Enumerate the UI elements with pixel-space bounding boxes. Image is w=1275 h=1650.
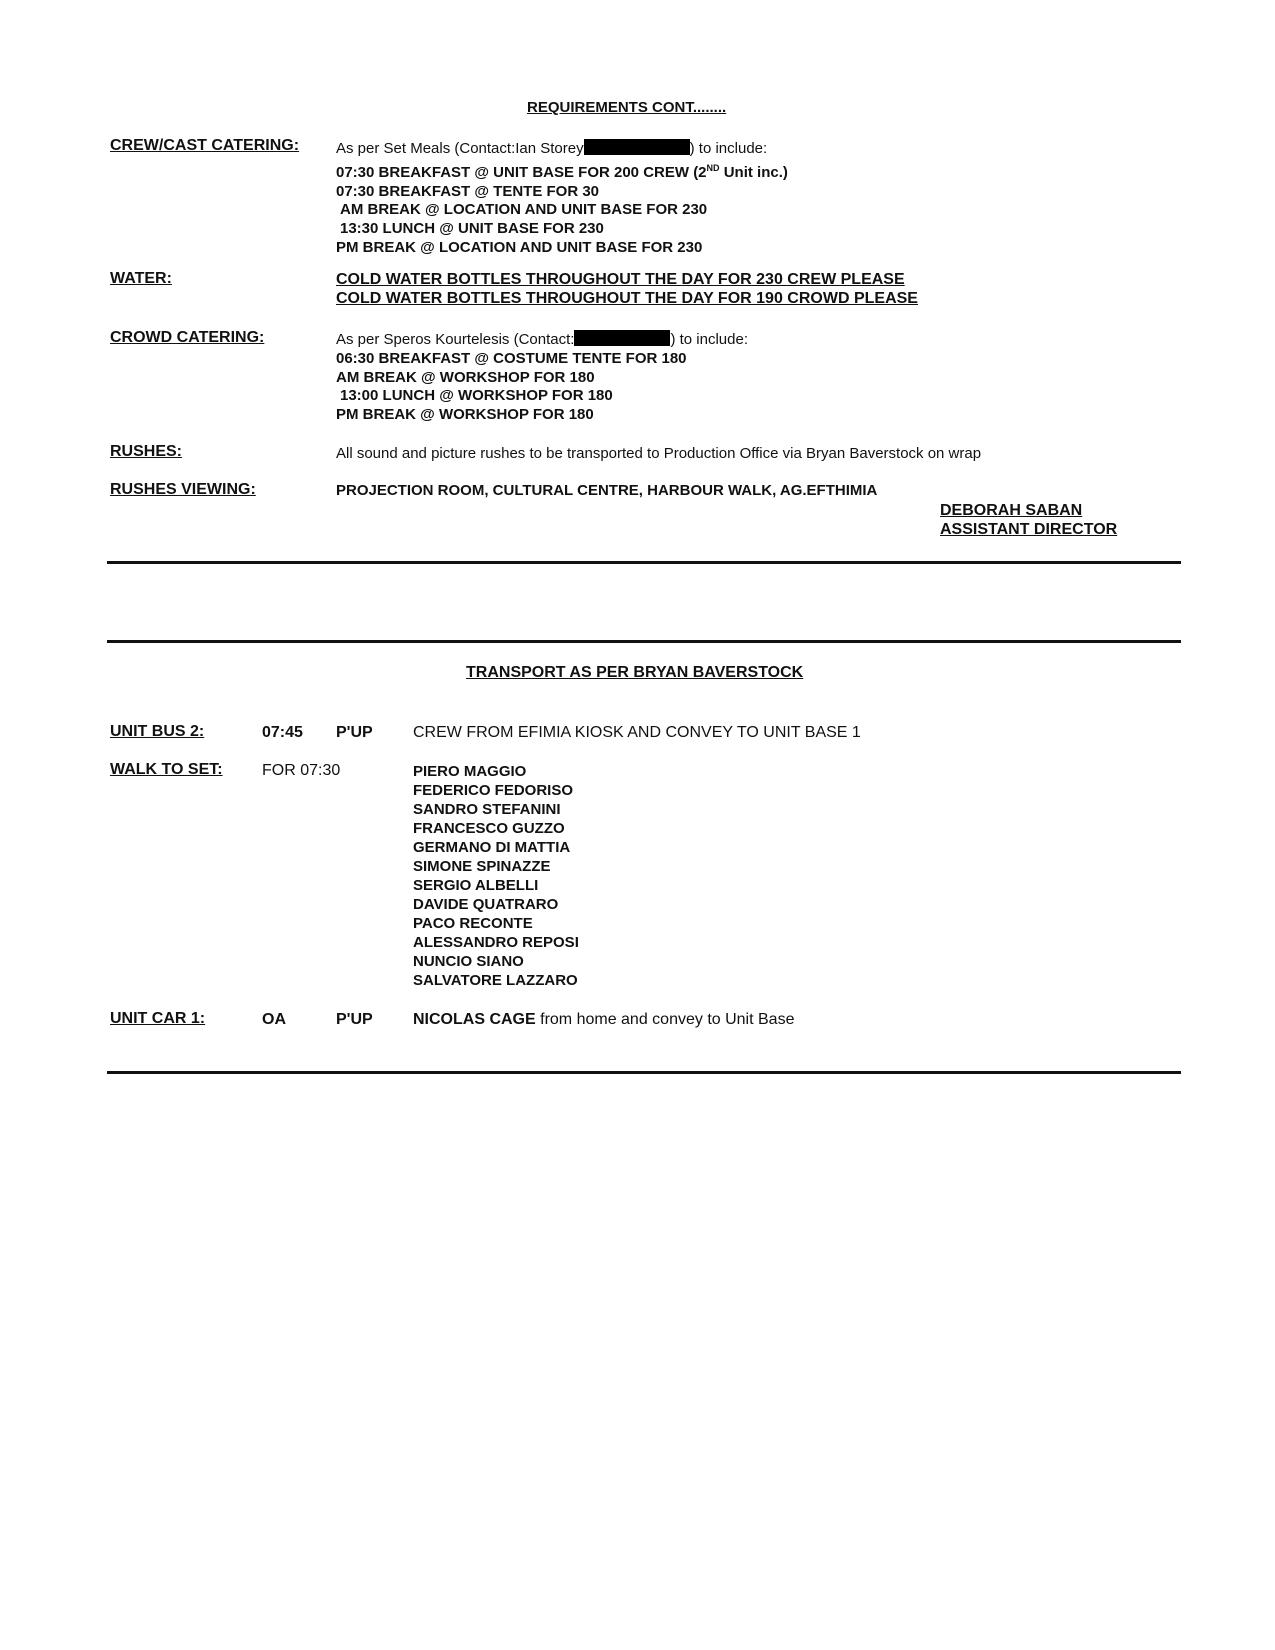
list-item: PIERO MAGGIO (413, 763, 527, 780)
crowd-catering-block (336, 330, 876, 425)
crowd-catering-label: CROWD CATERING: (110, 329, 265, 346)
catering-line: AM BREAK @ LOCATION AND UNIT BASE FOR 230 (340, 201, 708, 219)
list-item: FEDERICO FEDORISO (413, 782, 574, 799)
catering-line: 13:30 LUNCH @ UNIT BASE FOR 230 (340, 220, 604, 238)
list-item: SERGIO ALBELLI (413, 877, 539, 894)
list-item: FRANCESCO GUZZO (413, 820, 565, 837)
water-label: WATER: (110, 270, 172, 287)
unit-car-text: NICOLAS CAGE from home and convey to Unit Base (413, 1011, 795, 1028)
divider-rule (107, 640, 1181, 643)
water-block (336, 271, 918, 309)
divider-rule (107, 1071, 1181, 1074)
unit-bus-action: P'UP (336, 724, 373, 741)
signature-name: DEBORAH SABAN (940, 502, 1083, 519)
catering-line: 13:00 LUNCH @ WORKSHOP FOR 180 (340, 387, 613, 405)
signature-block (940, 502, 1117, 540)
crew-cast-catering-block (336, 139, 876, 258)
unit-car-passenger: NICOLAS CAGE (413, 1011, 536, 1028)
walk-to-set-label: WALK TO SET: (110, 761, 223, 778)
unit-bus-text: CREW FROM EFIMIA KIOSK AND CONVEY TO UNIT BASE 1 (413, 724, 861, 741)
list-item: SANDRO STEFANINI (413, 801, 561, 818)
unit-car-action: P'UP (336, 1011, 373, 1028)
walk-to-set-names (413, 762, 579, 990)
water-line: COLD WATER BOTTLES THROUGHOUT THE DAY FOR 230 CREW PLEASE (336, 271, 905, 288)
catering-line: AM BREAK @ WORKSHOP FOR 180 (336, 368, 595, 386)
rushes-text: All sound and picture rushes to be transported to Production Office via Bryan Baverstock on wrap (336, 445, 982, 462)
catering-line: PM BREAK @ LOCATION AND UNIT BASE FOR 230 (336, 238, 703, 256)
redaction-bar (584, 139, 690, 155)
catering-line: 07:30 BREAKFAST @ TENTE FOR 30 (336, 182, 600, 200)
water-line: COLD WATER BOTTLES THROUGHOUT THE DAY FOR 190 CROWD PLEASE (336, 289, 918, 307)
list-item: SIMONE SPINAZZE (413, 858, 551, 875)
list-item: NUNCIO SIANO (413, 953, 524, 970)
rushes-viewing-label: RUSHES VIEWING: (110, 481, 256, 498)
crew-cast-catering-label: CREW/CAST CATERING: (110, 137, 300, 154)
list-item: SALVATORE LAZZARO (413, 972, 578, 989)
unit-car-label: UNIT CAR 1: (110, 1010, 206, 1027)
requirements-title: REQUIREMENTS CONT........ (527, 99, 727, 116)
crew-cast-catering-intro: As per Set Meals (Contact:Ian Storey ) to include: (336, 140, 768, 157)
rushes-label: RUSHES: (110, 443, 183, 460)
crowd-catering-intro: As per Speros Kourtelesis (Contact: ) to include: (336, 331, 748, 348)
list-item: PACO RECONTE (413, 915, 533, 932)
transport-title: TRANSPORT AS PER BRYAN BAVERSTOCK (466, 664, 804, 681)
list-item: ALESSANDRO REPOSI (413, 934, 579, 951)
walk-to-set-time: FOR 07:30 (262, 762, 341, 779)
unit-car-time: OA (262, 1011, 286, 1028)
unit-bus-label: UNIT BUS 2: (110, 723, 205, 740)
catering-line: 07:30 BREAKFAST @ UNIT BASE FOR 200 CREW (2ND Unit inc.) (336, 162, 788, 181)
rushes-viewing-text: PROJECTION ROOM, CULTURAL CENTRE, HARBOUR WALK, AG.EFTHIMIA (336, 482, 878, 499)
catering-line: 06:30 BREAKFAST @ COSTUME TENTE FOR 180 (336, 349, 687, 367)
redaction-bar (574, 330, 670, 346)
signature-role: ASSISTANT DIRECTOR (940, 520, 1118, 538)
unit-bus-time: 07:45 (262, 724, 303, 741)
list-item: GERMANO DI MATTIA (413, 839, 571, 856)
catering-line: PM BREAK @ WORKSHOP FOR 180 (336, 406, 594, 424)
list-item: DAVIDE QUATRARO (413, 896, 559, 913)
divider-rule (107, 561, 1181, 564)
